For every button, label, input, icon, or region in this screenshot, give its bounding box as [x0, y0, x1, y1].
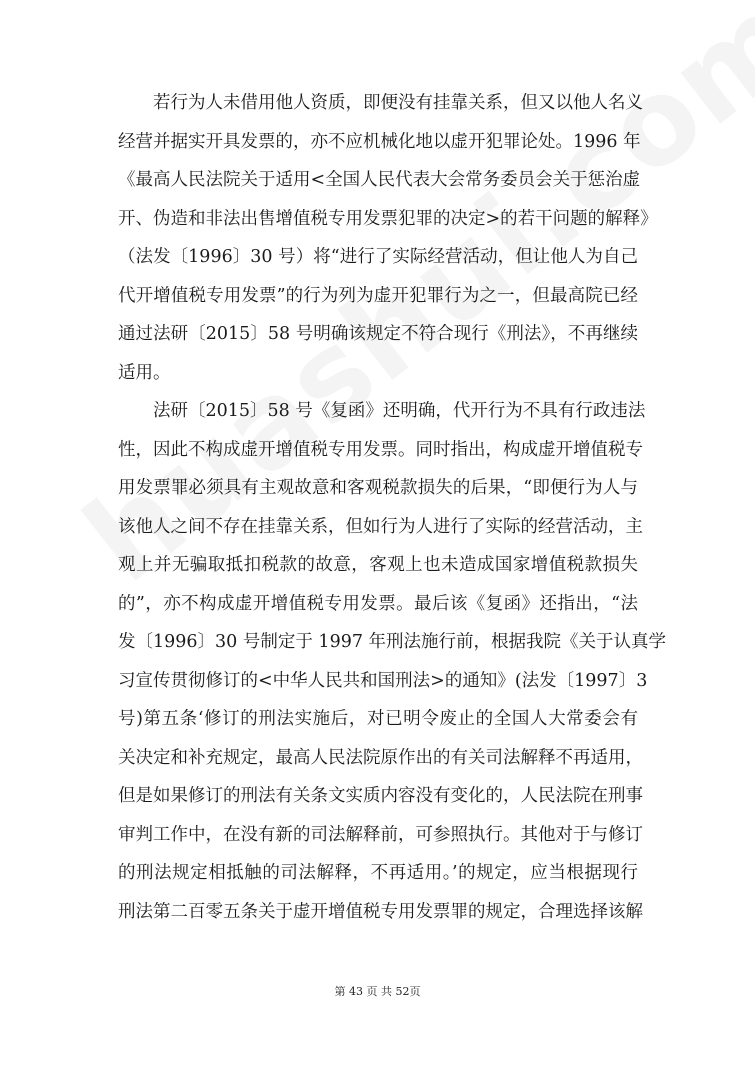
text-line: 关决定和补充规定，最高人民法院原作出的有关司法解释不再适用， — [118, 747, 643, 768]
paragraph-2 — [118, 392, 667, 931]
text-line: 刑法第二百零五条关于虚开增值税专用发票罪的规定，合理选择该解 — [118, 901, 643, 922]
text-line: 法研〔2015〕58 号《复函》还明确，代开行为不具有行政违法 — [153, 401, 646, 421]
document-body — [118, 84, 667, 931]
text-line: 开、伪造和非法出售增值税专用发票犯罪的决定>的若干问题的解释》 — [118, 208, 658, 229]
text-line: 的刑法规定相抵触的司法解释，不再适用。’的规定，应当根据现行 — [118, 863, 638, 883]
text-line: 发〔1996〕30 号制定于 1997 年刑法施行前，根据我院《关于认真学 — [118, 632, 667, 652]
text-line: 《最高人民法院关于适用<全国人民代表大会常务委员会关于惩治虚 — [118, 170, 641, 190]
text-line: 用发票罪必须具有主观故意和客观税款损失的后果，“即便行为人与 — [118, 478, 638, 498]
text-line: 但是如果修订的刑法有关条文实质内容没有变化的，人民法院在刑事 — [118, 786, 643, 806]
text-line: 审判工作中，在没有新的司法解释前，可参照执行。其他对于与修订 — [118, 824, 643, 845]
text-line: 若行为人未借用他人资质，即便没有挂靠关系，但又以他人名义 — [153, 93, 643, 113]
text-line: 经营并据实开具发票的，亦不应机械化地以虚开犯罪论处。1996 年 — [118, 131, 641, 152]
text-line: （法发〔1996〕30 号）将“进行了实际经营活动，但让他人为自己 — [118, 247, 638, 267]
text-line: 习宣传贯彻修订的<中华人民共和国刑法>的通知》(法发〔1997〕3 — [118, 670, 648, 691]
text-line: 的”，亦不构成虚开增值税专用发票。最后该《复函》还指出，“法 — [118, 593, 638, 614]
text-line: 代开增值税专用发票”的行为列为虚开犯罪行为之一，但最高院已经 — [118, 285, 638, 306]
text-line: 观上并无骗取抵扣税款的故意，客观上也未造成国家增值税款损失 — [118, 555, 638, 575]
text-line: 性，因此不构成虚开增值税专用发票。同时指出，构成虚开增值税专 — [118, 439, 643, 460]
page-footer: 第 43 页 共 52页 — [334, 985, 421, 998]
text-line: 号)第五条‘修订的刑法实施后，对已明令废止的全国人大常委会有 — [118, 709, 638, 729]
text-line: 通过法研〔2015〕58 号明确该规定不符合现行《刑法》，不再继续 — [118, 324, 638, 344]
paragraph-1 — [118, 84, 658, 392]
text-line: 该他人之间不存在挂靠关系，但如行为人进行了实际的经营活动，主 — [118, 516, 643, 537]
text-line: 适用。 — [118, 362, 171, 383]
